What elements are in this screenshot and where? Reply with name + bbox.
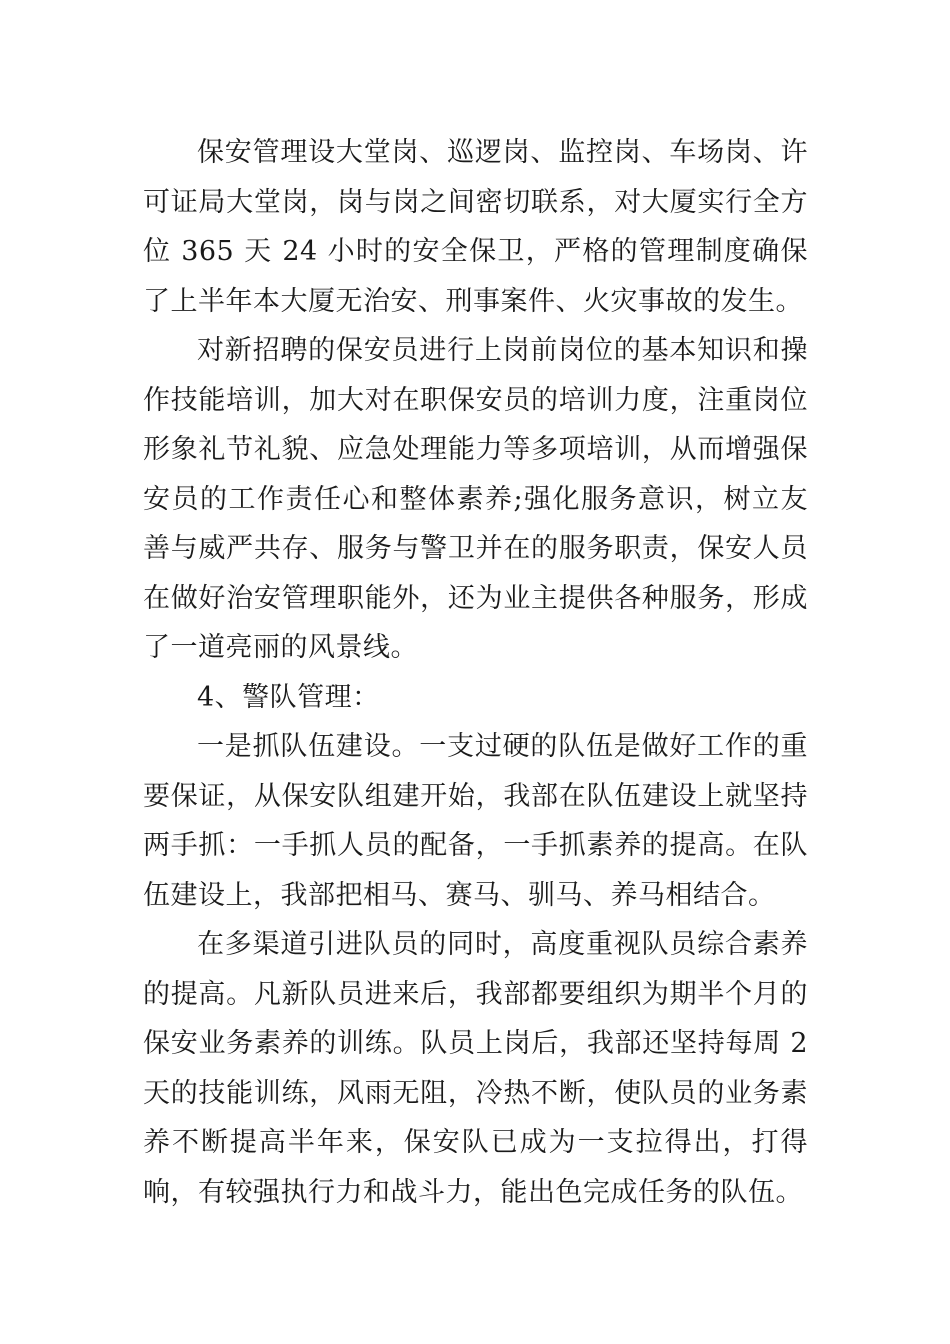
section-heading-team-management: 4、警队管理：	[197, 681, 380, 713]
paragraph-training: 对新招聘的保安员进行上岗前岗位的基本知识和操作技能培训，加大对在职保安员的培训力度，注重岗位形象礼节礼貌、应急处理能力等多项培训，从而增强保安员的工作责任心和整体素养;强化服务意识，树立友善与威严共存、服务与警卫并在的服务职责，保安人员在做好治安管理职能外，还为业主提供各种服务，形成了一道亮丽的风景线。	[143, 335, 808, 663]
paragraph-team-building: 一是抓队伍建设。一支过硬的队伍是做好工作的重要保证，从保安队组建开始，我部在队伍建设上就坚持两手抓：一手抓人员的配备，一手抓素养的提高。在队伍建设上，我部把相马、赛马、驯马、养马相结合。	[143, 731, 808, 911]
document-body	[143, 128, 808, 1217]
paragraph-security-posts: 保安管理设大堂岗、巡逻岗、监控岗、车场岗、许可证局大堂岗，岗与岗之间密切联系，对大厦实行全方位 365 天 24 小时的安全保卫，严格的管理制度确保了上半年本大厦无治安、刑事案件、火灾事故的发生。	[143, 137, 808, 317]
paragraph-quality-improvement: 在多渠道引进队员的同时，高度重视队员综合素养的提高。凡新队员进来后，我部都要组织为期半个月的保安业务素养的训练。队员上岗后，我部还坚持每周 2 天的技能训练，风雨无阻，冷热不断，使队员的业务素养不断提高半年来，保安队已成为一支拉得出，打得响，有较强执行力和战斗力，能出色完成任务的队伍。	[143, 929, 808, 1208]
